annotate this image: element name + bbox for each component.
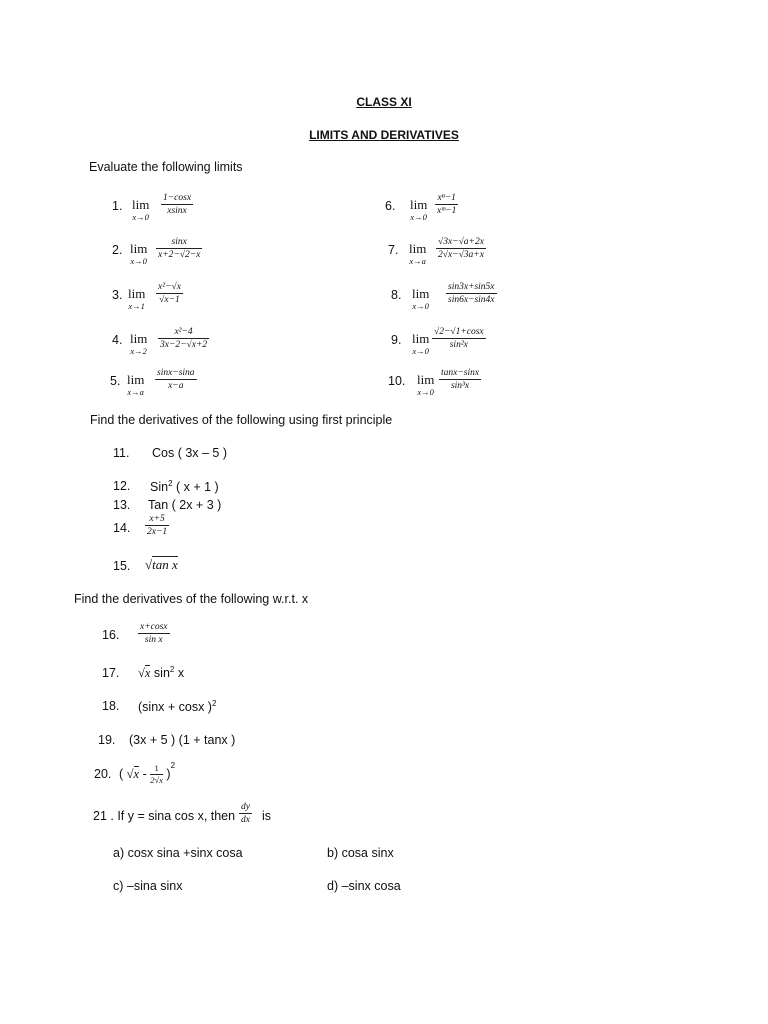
wrt-x-intro: Find the derivatives of the following w.r.t. x [74, 592, 309, 606]
limit-1-operator [132, 198, 149, 222]
question-13-number: 13. [113, 498, 131, 512]
fraction-denominator: sin²x [432, 338, 486, 351]
option-d: d) –sinx cosa [327, 879, 401, 893]
question-19-expression: (3x + 5 ) (1 + tanx ) [129, 733, 236, 747]
lim-subscript: x→0 [412, 346, 429, 356]
lim-subscript: x→0 [410, 212, 427, 222]
fraction-denominator: sin³x [439, 379, 481, 392]
chapter-title: LIMITS AND DERIVATIVES [309, 128, 459, 142]
question-14-number: 14. [113, 521, 131, 535]
limit-5-fraction [155, 367, 197, 392]
fraction-denominator: x−a [155, 379, 197, 392]
question-11-number: 11. [113, 446, 130, 460]
limit-4-fraction [158, 326, 209, 351]
fraction-numerator: sinx [171, 237, 187, 247]
limit-8-operator [412, 287, 429, 311]
option-b: b) cosa sinx [327, 846, 394, 860]
limit-1-fraction [161, 192, 193, 217]
lim-subscript: x→1 [128, 301, 145, 311]
lim-word: lim [417, 372, 435, 387]
limit-1-number: 1. [112, 199, 123, 213]
fraction-denominator: 2√x−√3a+x [438, 250, 484, 260]
question-18-expression: (sinx + cosx )$^2$ [138, 699, 217, 715]
limit-9-number: 9. [391, 333, 402, 347]
limit-4-operator [130, 332, 147, 356]
limit-5-number: 5. [110, 374, 121, 388]
first-principle-intro: Find the derivatives of the following using first principle [90, 413, 393, 427]
lim-subscript: x→0 [132, 212, 149, 222]
fraction-numerator: x+cosx [140, 622, 168, 632]
question-17-expression: √x $\sin^2 x$ [138, 665, 185, 681]
fraction-numerator: x²−√x [158, 282, 181, 292]
limits-intro: Evaluate the following limits [89, 160, 243, 174]
limit-2-number: 2. [112, 243, 123, 257]
limit-10-operator [417, 373, 434, 397]
class-title: CLASS XI [356, 95, 412, 109]
lim-word: lim [130, 241, 148, 256]
question-16-number: 16. [102, 628, 120, 642]
fraction-denominator: 3x−2−√x+2 [160, 340, 208, 350]
question-15-expression: √tan x [145, 557, 178, 572]
fraction-denominator: sin6x−sin4x [448, 295, 495, 305]
lim-word: lim [128, 286, 146, 301]
limit-7-operator [409, 242, 426, 266]
limit-7-fraction [436, 236, 486, 261]
question-12-expression: Sin$^2$ ( x + 1 ) [150, 479, 219, 495]
lim-word: lim [127, 372, 145, 387]
limit-6-number: 6. [385, 199, 396, 213]
fraction-numerator: xⁿ−1 [437, 193, 456, 203]
fraction-denominator: xᵐ−1 [437, 206, 457, 216]
fraction-numerator: x+5 [149, 514, 165, 524]
question-15-number: 15. [113, 559, 131, 573]
option-c: c) –sina sinx [113, 879, 183, 893]
lim-word: lim [412, 331, 430, 346]
limit-6-fraction [435, 192, 458, 217]
fraction-numerator: x²−4 [174, 327, 193, 337]
limit-6-operator [410, 198, 427, 222]
question-16-fraction [138, 621, 170, 646]
question-19-number: 19. [98, 733, 116, 747]
limit-3-number: 3. [112, 288, 123, 302]
question-13-expression: Tan ( 2x + 3 ) [148, 498, 222, 512]
limit-9-fraction [432, 326, 486, 351]
fraction-numerator: tanx−sinx [441, 368, 480, 378]
lim-word: lim [410, 197, 428, 212]
limit-8-number: 8. [391, 288, 402, 302]
question-18-number: 18. [102, 699, 120, 713]
lim-subscript: x→a [127, 387, 144, 397]
question-14-fraction [145, 513, 169, 538]
limit-9-operator [412, 332, 429, 356]
limit-5-operator [127, 373, 144, 397]
question-17-number: 17. [102, 666, 120, 680]
lim-subscript: x→0 [417, 387, 434, 397]
lim-subscript: x→0 [412, 301, 429, 311]
lim-word: lim [130, 331, 148, 346]
fraction-denominator: dx [241, 815, 250, 825]
question-20-expression: ( √x - $\frac{1}{2√x}$ )$^2$ [119, 761, 176, 785]
limit-10-number: 10. [388, 374, 406, 388]
fraction-denominator: √x−1 [156, 293, 183, 306]
limit-2-operator [130, 242, 147, 266]
fraction-numerator: √2−√1+cosx [434, 327, 484, 337]
fraction-numerator: √3x−√a+2x [438, 237, 484, 247]
lim-subscript: x→2 [130, 346, 147, 356]
question-11-expression: Cos ( 3x – 5 ) [152, 446, 228, 460]
limit-10-fraction [439, 367, 481, 392]
limit-4-number: 4. [112, 333, 123, 347]
option-a: a) cosx sina +sinx cosa [113, 846, 243, 860]
fraction-denominator: x+2−√2−x [158, 250, 201, 260]
limit-3-operator [128, 287, 145, 311]
fraction-denominator: xsinx [161, 204, 193, 217]
dy-dx-fraction [239, 801, 252, 826]
fraction-numerator: sin3x+sin5x [448, 282, 495, 292]
fraction-denominator: 2x−1 [147, 527, 168, 537]
limit-2-fraction [156, 236, 202, 261]
fraction-numerator: sinx−sina [157, 368, 195, 378]
lim-subscript: x→a [409, 256, 426, 266]
limit-8-fraction [446, 281, 497, 306]
fraction-denominator: sin x [138, 633, 170, 646]
fraction-numerator: 1−cosx [163, 193, 192, 203]
question-20-number: 20. [94, 767, 112, 781]
lim-word: lim [132, 197, 150, 212]
fraction-numerator: dy [241, 802, 250, 812]
lim-word: lim [409, 241, 427, 256]
question-21-text: 21 . If y = sina cos x, then [93, 809, 236, 823]
lim-word: lim [412, 286, 430, 301]
limit-3-fraction [156, 281, 183, 306]
question-12-number: 12. [113, 479, 131, 493]
limit-7-number: 7. [388, 243, 399, 257]
question-21-suffix: is [262, 809, 272, 823]
lim-subscript: x→0 [130, 256, 147, 266]
